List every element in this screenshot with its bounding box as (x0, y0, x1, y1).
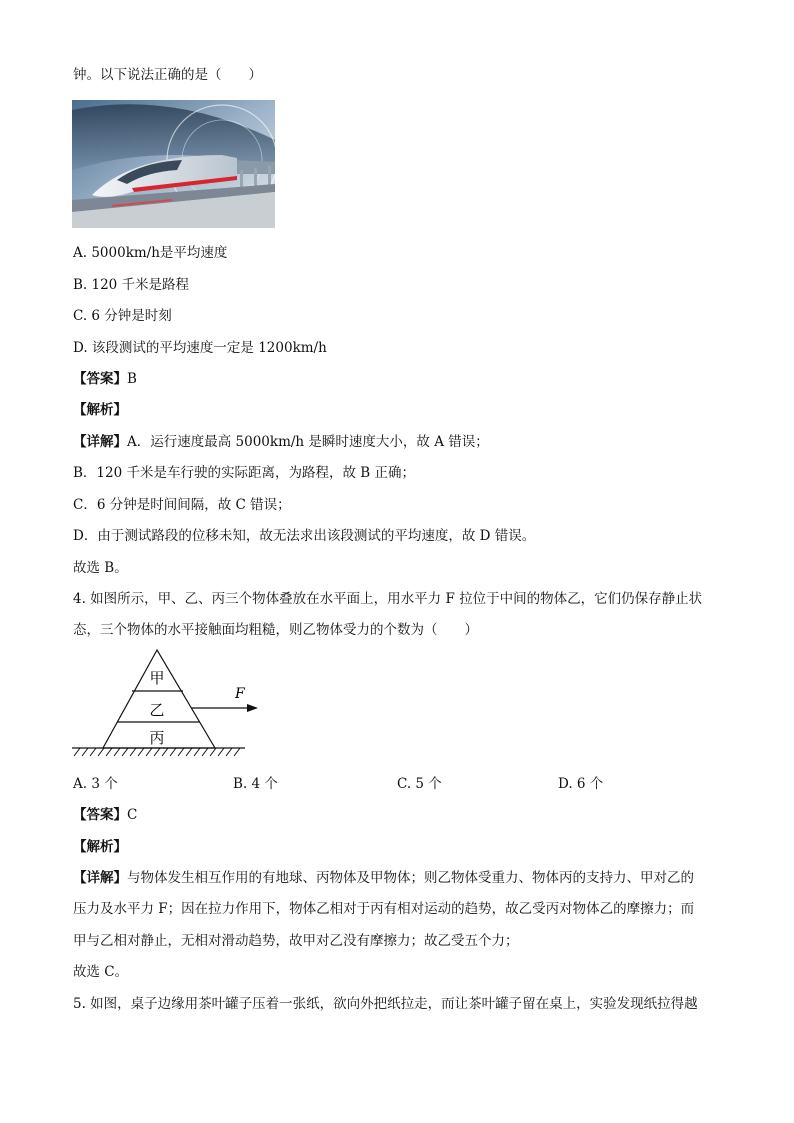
q3-answer-label: 【答案】 (73, 371, 127, 387)
q4-detail-1 (73, 869, 694, 887)
ground-hatching (74, 748, 240, 756)
q4-option-b: B. 4 个 (233, 776, 278, 792)
block-top-label: 甲 (149, 669, 165, 687)
q4-answer-value: C (127, 807, 138, 823)
q4-stem-line2: 态，三个物体的水平接触面均粗糙，则乙物体受力的个数为（ ） (73, 622, 478, 638)
hyperloop-train-illustration (72, 100, 275, 228)
q3-answer-value: B (127, 371, 137, 387)
q3-answer (73, 370, 137, 388)
q3-detail-text-1: A．运行速度最高 5000km/h 是瞬时速度大小，故 A 错误； (127, 434, 489, 450)
q4-conclusion: 故选 C。 (73, 964, 129, 980)
hyperloop-train-photo (72, 100, 275, 228)
q3-option-d: D. 该段测试的平均速度一定是 1200km/h (73, 340, 327, 356)
q4-analysis-label-text: 【解析】 (73, 839, 127, 855)
q4-detail-text-1: 与物体发生相互作用的有地球、丙物体及甲物体；则乙物体受重力、物体丙的支持力、甲对乙的 (127, 870, 694, 886)
force-arrow-head (247, 704, 258, 712)
q4-detail-2: 压力及水平力 F；因在拉力作用下，物体乙相对于丙有相对运动的趋势，故乙受丙对物体乙的摩擦力；而 (73, 901, 695, 917)
q3-stem-tail: 钟。以下说法正确的是（ ） (73, 67, 262, 83)
stacked-blocks-diagram (70, 640, 270, 765)
q3-detail-1 (73, 433, 489, 451)
q3-detail-2: B．120 千米是车行驶的实际距离，为路程，故 B 正确； (73, 465, 415, 481)
block-middle-label: 乙 (149, 701, 165, 719)
q3-analysis-label-text: 【解析】 (73, 402, 127, 418)
q4-options (73, 775, 733, 793)
q4-answer-label: 【答案】 (73, 807, 127, 823)
q3-option-a: A. 5000km/h是平均速度 (73, 245, 228, 261)
q4-detail-label: 【详解】 (73, 870, 127, 886)
q3-conclusion: 故选 B。 (73, 560, 128, 576)
q4-option-d: D. 6 个 (558, 776, 604, 792)
q5-stem-line1: 5. 如图，桌子边缘用茶叶罐子压着一张纸，欲向外把纸拉走，而让茶叶罐子留在桌上，实验发现纸拉得越 (73, 996, 698, 1012)
q3-option-c: C. 6 分钟是时刻 (73, 308, 172, 324)
q4-answer (73, 806, 137, 824)
force-label: F (235, 686, 245, 702)
q4-option-a: A. 3 个 (73, 776, 118, 792)
q3-detail-3: C．6 分钟是时间间隔，故 C 错误； (73, 497, 291, 513)
q3-detail-4: D．由于测试路段的位移未知，故无法求出该段测试的平均速度，故 D 错误。 (73, 528, 536, 544)
q4-stem-line1: 4. 如图所示，甲、乙、丙三个物体叠放在水平面上，用水平力 F 拉位于中间的物体乙，它们仍保存静止状 (73, 591, 703, 607)
q3-option-b: B. 120 千米是路程 (73, 277, 190, 293)
q4-option-c: C. 5 个 (397, 776, 442, 792)
q3-analysis-label (73, 401, 127, 419)
q4-detail-3: 甲与乙相对静止，无相对滑动趋势，故甲对乙没有摩擦力；故乙受五个力； (73, 933, 519, 949)
q3-detail-label: 【详解】 (73, 434, 127, 450)
q4-analysis-label (73, 838, 127, 856)
block-bottom-label: 丙 (149, 729, 165, 747)
